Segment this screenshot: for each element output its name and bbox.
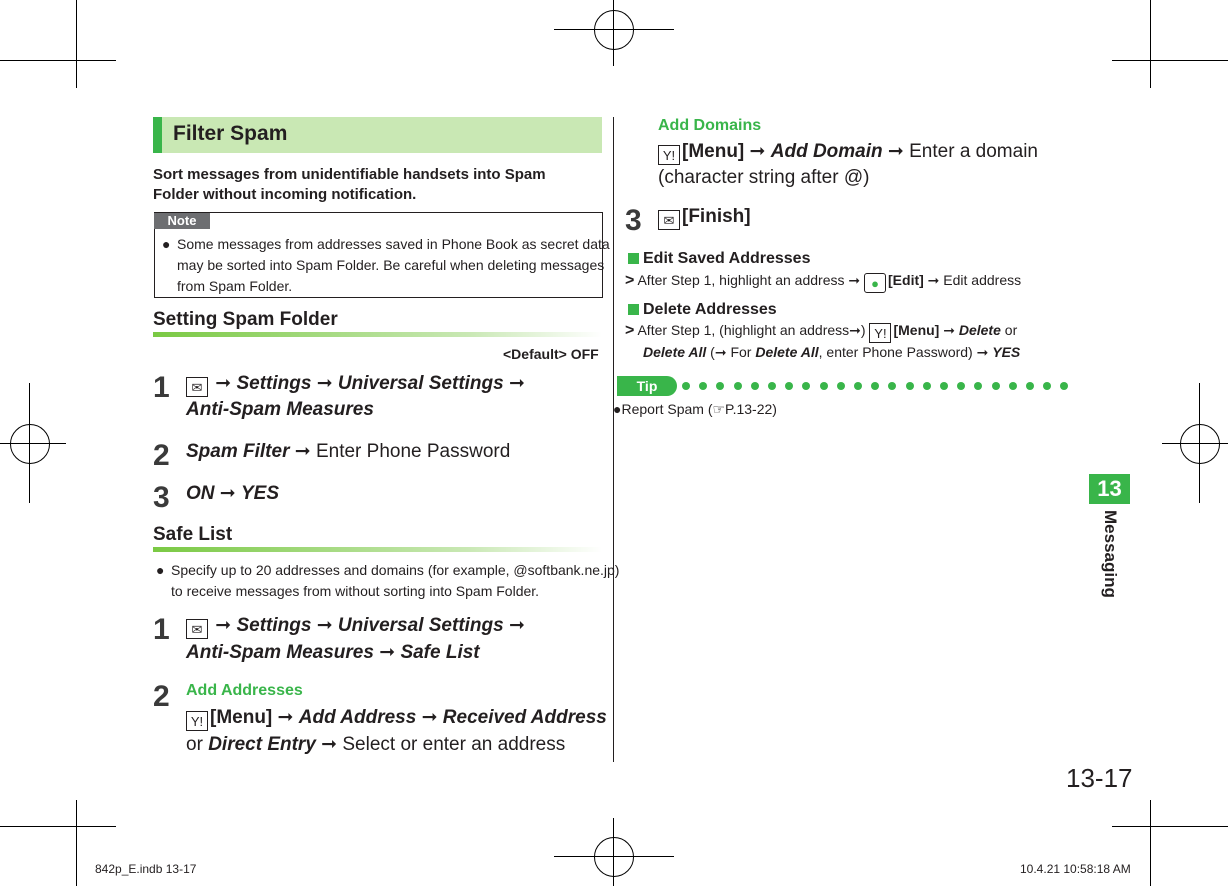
chevron-right-icon: >: [625, 322, 635, 339]
yes-label: YES: [240, 483, 280, 504]
chapter-label: Messaging: [1101, 510, 1120, 598]
edit-text-b: Edit address: [943, 272, 1022, 288]
anti-spam-label: Anti-Spam Measures: [186, 642, 374, 663]
crop-mark: [76, 800, 77, 886]
tip-dot: [1060, 382, 1068, 390]
arrow-icon: ➞: [321, 734, 338, 755]
tip-dot: [837, 382, 845, 390]
anti-spam-label: Anti-Spam Measures: [186, 399, 374, 420]
add-address-label: Add Address: [298, 707, 417, 728]
finish-label: [Finish]: [682, 206, 751, 227]
registration-mark: [594, 10, 634, 50]
tip-dot: [768, 382, 776, 390]
for-label: For: [730, 344, 752, 360]
center-key-icon: ●: [864, 273, 886, 293]
registration-line: [0, 443, 66, 444]
arrow-icon: ➞: [421, 707, 438, 728]
tip-dot: [923, 382, 931, 390]
safe-bullet-line-2: to receive messages from without sorting into Spam Folder.: [171, 583, 540, 599]
arrow-icon: ➞: [316, 373, 333, 394]
select-enter-label: Select or enter an address: [342, 734, 566, 755]
edit-text-a: After Step 1, highlight an address: [637, 272, 845, 288]
tip-label: Tip: [617, 376, 677, 396]
tip-dot: [1043, 382, 1051, 390]
tip-dot: [734, 382, 742, 390]
tip-dot: [785, 382, 793, 390]
registration-line: [613, 0, 614, 66]
setting-heading: Setting Spam Folder: [153, 309, 338, 330]
arrow-icon: ➞: [219, 483, 236, 504]
delete-all-label: Delete All: [643, 344, 707, 360]
crop-mark: [1150, 0, 1151, 88]
add-domains-label: Add Domains: [658, 117, 762, 134]
registration-line: [613, 818, 614, 886]
menu-label: [Menu]: [893, 322, 940, 338]
step-number: 3: [153, 481, 170, 514]
menu-label: [Menu]: [210, 707, 273, 728]
safe-step-1-line-1: [186, 614, 525, 639]
step-number: 1: [153, 371, 170, 404]
heading-rule: [153, 547, 602, 552]
arrow-icon: ➞: [215, 615, 232, 636]
crop-mark: [1112, 826, 1228, 827]
note-line-3: from Spam Folder.: [177, 278, 293, 294]
step-number: 2: [153, 439, 170, 472]
arrow-icon: ➞: [848, 272, 861, 288]
tip-dot: [871, 382, 879, 390]
note-line-2: may be sorted into Spam Folder. Be careful when deleting messages: [177, 257, 605, 273]
tip-dot: [888, 382, 896, 390]
intro-line-2: Folder without incoming notification.: [153, 186, 417, 203]
step-number: 1: [153, 613, 170, 646]
chevron-right-icon: >: [625, 272, 635, 289]
intro-line-1: Sort messages from unidentifiable handsets into Spam: [153, 166, 546, 183]
delete-heading-text: Delete Addresses: [643, 301, 777, 318]
tip-dot: [716, 382, 724, 390]
arrow-icon: ➞: [943, 322, 955, 338]
safe-step-1-line-2: [186, 641, 480, 664]
finish-line: [658, 206, 751, 230]
char-string-label: (character string after @): [658, 167, 870, 188]
safe-bullet-icon: ●: [156, 562, 165, 578]
edit-key-label: [Edit]: [888, 272, 924, 288]
tip-text: Report Spam (☞P.13-22): [621, 401, 777, 417]
crop-mark: [76, 0, 77, 88]
direct-entry-label: Direct Entry: [208, 734, 316, 755]
yahoo-key-icon: Y!: [658, 145, 680, 165]
crop-mark: [0, 826, 116, 827]
note-label: Note: [154, 213, 210, 229]
page-number: 13-17: [1066, 763, 1133, 793]
arrow-icon: ➞: [927, 272, 940, 288]
settings-label: Settings: [236, 615, 312, 636]
spam-filter-label: Spam Filter: [186, 441, 290, 462]
tip-dot: [906, 382, 914, 390]
registration-line: [554, 29, 674, 30]
arrow-icon: ➞): [849, 322, 866, 338]
universal-settings-label: Universal Settings: [337, 615, 504, 636]
delete-line-1: [625, 322, 1017, 343]
section-title-box: [153, 117, 602, 153]
registration-mark: [594, 837, 634, 877]
delete-line-2: [643, 344, 1020, 361]
safe-step-2-line-1: [186, 706, 607, 731]
safe-list-label: Safe List: [400, 642, 480, 663]
enter-password-label: , enter Phone Password): [818, 344, 973, 360]
tip-dot: [940, 382, 948, 390]
heading-rule: [153, 332, 602, 337]
delete-all-label-2: Delete All: [755, 344, 819, 360]
step-number: 2: [153, 680, 170, 713]
domain-line-1: [658, 140, 1038, 165]
add-addresses-label: Add Addresses: [186, 682, 303, 699]
or-label: or: [186, 734, 203, 755]
enter-password-label: Enter Phone Password: [315, 441, 511, 462]
add-domain-label: Add Domain: [770, 141, 883, 162]
received-address-label: Received Address: [442, 707, 607, 728]
tip-dot: [957, 382, 965, 390]
default-text: <Default> OFF: [503, 346, 599, 362]
registration-line: [29, 383, 30, 503]
arrow-icon: ➞: [294, 441, 311, 462]
paren-arrow-icon: (➞: [710, 344, 727, 360]
tip-dot: [992, 382, 1000, 390]
arrow-icon: ➞: [379, 642, 396, 663]
arrow-icon: ➞: [976, 344, 989, 360]
square-bullet-icon: [628, 253, 639, 264]
edit-heading: [628, 250, 810, 268]
tip-dot: [1009, 382, 1017, 390]
note-line-1: Some messages from addresses saved in Phone Book as secret data: [177, 236, 610, 252]
arrow-icon: ➞: [749, 141, 766, 162]
tip-dot: [1026, 382, 1034, 390]
edit-line: [625, 272, 1021, 293]
delete-text-a: After Step 1, (highlight an address: [637, 322, 850, 338]
column-divider: [613, 117, 614, 762]
footer-right: 10.4.21 10:58:18 AM: [1020, 862, 1131, 876]
yahoo-key-icon: Y!: [869, 323, 891, 343]
mail-key-icon: ✉: [186, 377, 208, 397]
square-bullet-icon: [628, 304, 639, 315]
tip-dot: [854, 382, 862, 390]
arrow-icon: ➞: [215, 373, 232, 394]
mail-key-icon: ✉: [658, 210, 680, 230]
chapter-number: 13: [1089, 474, 1130, 504]
tip-dot: [802, 382, 810, 390]
tip-dot: [751, 382, 759, 390]
menu-label: [Menu]: [682, 141, 745, 162]
crop-mark: [1112, 60, 1228, 61]
note-bullet-icon: ●: [162, 236, 171, 252]
enter-domain-label: Enter a domain: [909, 141, 1038, 162]
arrow-icon: ➞: [277, 707, 294, 728]
tip-dot: [699, 382, 707, 390]
step-number: 3: [625, 204, 642, 237]
on-label: ON: [186, 483, 215, 504]
registration-mark: [1180, 424, 1220, 464]
tip-dot: [974, 382, 982, 390]
tip-line: [613, 401, 777, 418]
footer-left: 842p_E.indb 13-17: [95, 862, 197, 876]
section-title-bar: [153, 117, 162, 153]
delete-heading: [628, 301, 777, 319]
step-2-line: [186, 440, 510, 463]
step-3-line: [186, 482, 279, 505]
arrow-icon: ➞: [887, 141, 904, 162]
tip-dot: [682, 382, 690, 390]
safe-step-2-line-2: [186, 733, 565, 756]
yes-label: YES: [992, 344, 1021, 360]
arrow-icon: ➞: [508, 615, 525, 636]
mail-key-icon: ✉: [186, 619, 208, 639]
section-title: Filter Spam: [173, 122, 288, 145]
tip-bullet-icon: ●: [613, 401, 622, 417]
registration-line: [1162, 443, 1228, 444]
edit-heading-text: Edit Saved Addresses: [643, 250, 811, 267]
step-1-line-1: [186, 372, 525, 397]
crop-mark: [0, 60, 116, 61]
registration-line: [554, 856, 674, 857]
delete-label: Delete: [958, 322, 1001, 338]
or-label: or: [1004, 322, 1018, 338]
registration-line: [1199, 383, 1200, 503]
safe-list-heading: Safe List: [153, 524, 233, 545]
crop-mark: [1150, 800, 1151, 886]
universal-settings-label: Universal Settings: [337, 373, 504, 394]
tip-dot: [820, 382, 828, 390]
yahoo-key-icon: Y!: [186, 711, 208, 731]
arrow-icon: ➞: [508, 373, 525, 394]
registration-mark: [10, 424, 50, 464]
settings-label: Settings: [236, 373, 312, 394]
arrow-icon: ➞: [316, 615, 333, 636]
safe-bullet-line-1: Specify up to 20 addresses and domains (for example, @softbank.ne.jp): [171, 562, 620, 578]
